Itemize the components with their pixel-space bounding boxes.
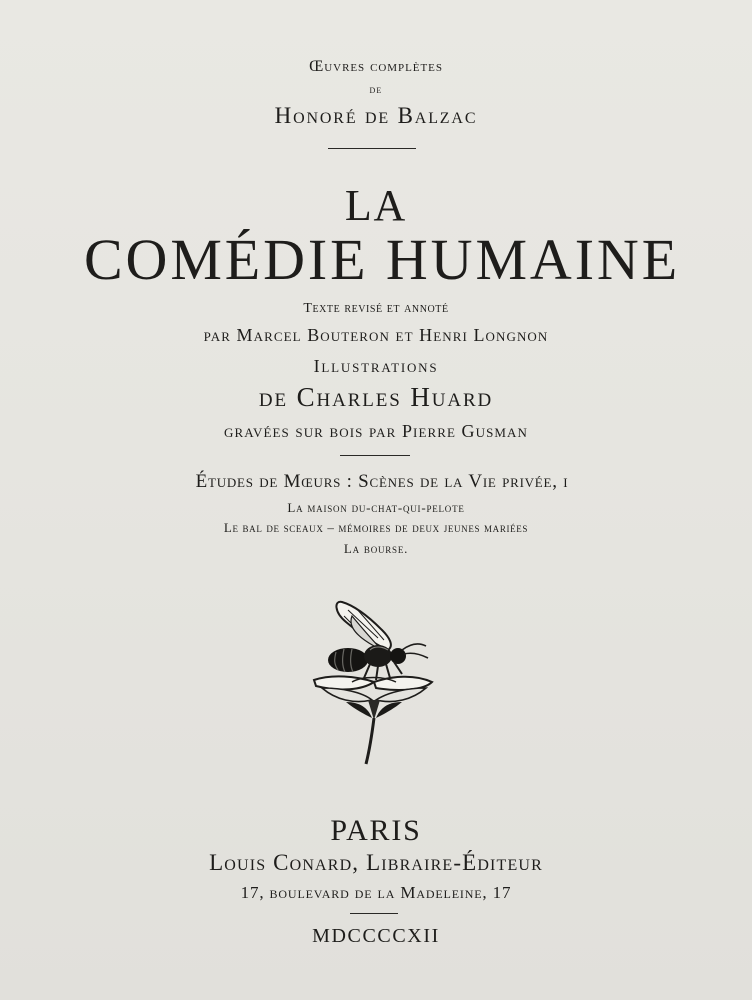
editors-credit: par Marcel Bouteron et Henri Longnon — [203, 325, 549, 345]
divider-rule — [350, 913, 398, 914]
work-title: La bourse. — [343, 541, 409, 556]
engraver-credit: gravées sur bois par Pierre Gusman — [223, 421, 528, 441]
imprint-city: PARIS — [330, 814, 422, 847]
illustrations-label: Illustrations — [313, 356, 439, 376]
bee-on-flower-icon — [312, 596, 436, 766]
main-title: COMÉDIE HUMAINE — [83, 227, 681, 292]
divider-rule — [328, 148, 416, 149]
illustrator-credit: de Charles Huard — [258, 382, 494, 412]
author-name: Honoré de Balzac — [274, 103, 478, 128]
imprint-publisher: Louis Conard, Libraire-Éditeur — [209, 850, 543, 875]
title-article: LA — [344, 181, 408, 230]
imprint-address: 17, boulevard de la Madeleine, 17 — [240, 883, 512, 902]
collection-title: Œuvres complètes — [309, 58, 443, 75]
author-preposition: de — [369, 82, 383, 96]
text-note: Texte revisé et annoté — [303, 301, 449, 316]
work-title: Le bal de sceaux – mémoires de deux jeunes mariées — [223, 520, 529, 535]
work-title: La maison du-chat-qui-pelote — [287, 500, 465, 515]
series-title: Études de Mœurs : Scènes de la Vie privée, i — [195, 471, 569, 492]
imprint-year: MDCCCCXII — [312, 925, 440, 947]
divider-rule — [340, 455, 410, 456]
